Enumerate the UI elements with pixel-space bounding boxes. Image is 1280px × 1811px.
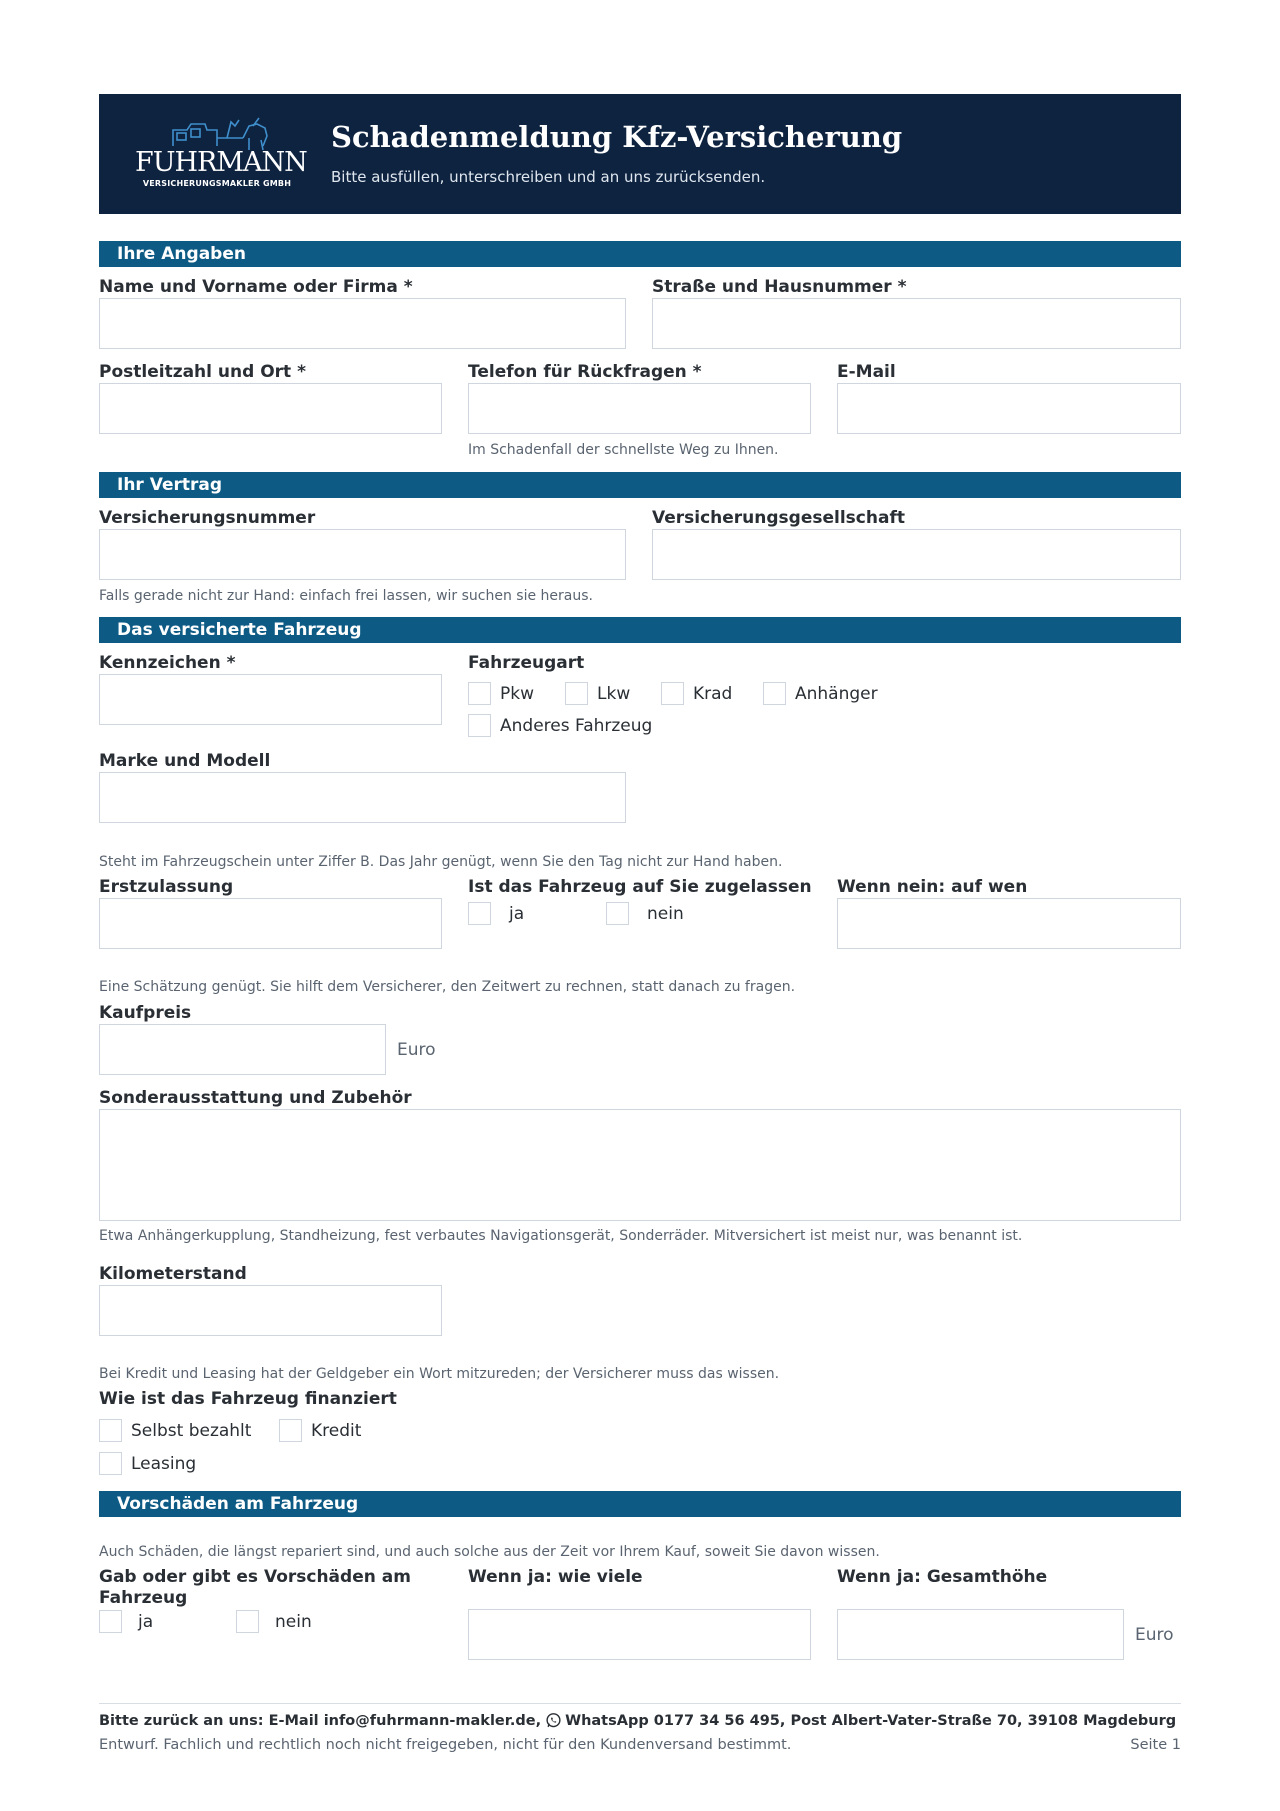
checkbox[interactable] xyxy=(661,682,684,705)
make-model-label: Marke und Modell xyxy=(99,751,271,771)
insurer-label: Versicherungsgesellschaft xyxy=(652,508,905,528)
vehicle-type-option-other[interactable]: Anderes Fahrzeug xyxy=(468,714,652,737)
phone-hint: Im Schadenfall der schnellste Weg zu Ihnen. xyxy=(468,442,779,458)
name-field[interactable] xyxy=(99,298,626,349)
prior-damage-total-unit: Euro xyxy=(1135,1625,1174,1645)
registered-option-no[interactable]: nein xyxy=(606,902,684,925)
page-title: Schadenmeldung Kfz-Versicherung xyxy=(331,120,903,154)
special-equipment-label: Sonderausstattung und Zubehör xyxy=(99,1088,412,1108)
license-plate-field[interactable] xyxy=(99,674,442,725)
license-plate-label: Kennzeichen * xyxy=(99,653,236,673)
company-logo xyxy=(135,116,307,192)
footer-divider xyxy=(99,1703,1181,1704)
registered-to-you-label: Ist das Fahrzeug auf Sie zugelassen xyxy=(468,877,812,897)
checkbox[interactable] xyxy=(763,682,786,705)
logo-wordmark: FUHRMANN xyxy=(135,147,307,178)
name-label: Name und Vorname oder Firma * xyxy=(99,277,413,297)
email-label: E-Mail xyxy=(837,362,896,382)
vehicle-type-label: Fahrzeugart xyxy=(468,653,585,673)
section-fahrzeug: Das versicherte Fahrzeug xyxy=(99,617,1181,643)
special-equipment-hint: Etwa Anhängerkupplung, Standheizung, fest verbautes Navigationsgerät, Sonderräder. Mitversichert ist meist nur, was benannt ist. xyxy=(99,1228,1023,1244)
purchase-price-hint: Eine Schätzung genügt. Sie hilft dem Versicherer, den Zeitwert zu rechnen, statt danach zu fragen. xyxy=(99,979,796,995)
vehicle-type-option-krad[interactable]: Krad xyxy=(661,682,732,705)
purchase-price-unit: Euro xyxy=(397,1040,436,1060)
checkbox[interactable] xyxy=(279,1419,302,1442)
prior-damage-option-yes[interactable]: ja xyxy=(99,1610,153,1633)
postal-city-label: Postleitzahl und Ort * xyxy=(99,362,306,382)
vehicle-type-option-lkw[interactable]: Lkw xyxy=(565,682,630,705)
policy-number-field[interactable] xyxy=(99,529,626,580)
vehicle-type-option-anhaenger[interactable]: Anhänger xyxy=(763,682,878,705)
phone-label: Telefon für Rückfragen * xyxy=(468,362,702,382)
prior-damage-total-label: Wenn ja: Gesamthöhe xyxy=(837,1567,1048,1587)
first-registration-field[interactable] xyxy=(99,898,442,949)
postal-city-field[interactable] xyxy=(99,383,442,434)
first-registration-hint: Steht im Fahrzeugschein unter Ziffer B. Das Jahr genügt, wenn Sie den Tag nicht zur Hand haben. xyxy=(99,854,783,870)
footer-draft-note: Entwurf. Fachlich und rechtlich noch nicht freigegeben, nicht für den Kundenversand bestimmt. xyxy=(99,1737,792,1753)
prior-damage-hint: Auch Schäden, die längst repariert sind, und auch solche aus der Zeit vor Ihrem Kauf, soweit Sie davon wissen. xyxy=(99,1544,880,1560)
mileage-label: Kilometerstand xyxy=(99,1264,247,1284)
checkbox[interactable] xyxy=(99,1452,122,1475)
checkbox[interactable] xyxy=(468,902,491,925)
phone-field[interactable] xyxy=(468,383,811,434)
section-ihre-angaben: Ihre Angaben xyxy=(99,241,1181,267)
financing-option-leasing[interactable]: Leasing xyxy=(99,1452,196,1475)
whatsapp-icon xyxy=(545,1712,562,1729)
financing-label: Wie ist das Fahrzeug finanziert xyxy=(99,1389,397,1409)
special-equipment-textarea[interactable] xyxy=(99,1109,1181,1221)
financing-option-self-paid[interactable]: Selbst bezahlt xyxy=(99,1419,251,1442)
mileage-field[interactable] xyxy=(99,1285,442,1336)
checkbox[interactable] xyxy=(236,1610,259,1633)
insurer-field[interactable] xyxy=(652,529,1181,580)
purchase-price-label: Kaufpreis xyxy=(99,1003,192,1023)
first-registration-label: Erstzulassung xyxy=(99,877,234,897)
make-model-field[interactable] xyxy=(99,772,626,823)
page-subtitle: Bitte ausfüllen, unterschreiben und an uns zurücksenden. xyxy=(331,168,766,186)
email-field[interactable] xyxy=(837,383,1181,434)
checkbox[interactable] xyxy=(565,682,588,705)
logo-tagline: VERSICHERUNGSMAKLER GMBH xyxy=(142,179,292,188)
prior-damage-option-no[interactable]: nein xyxy=(236,1610,312,1633)
footer-contact xyxy=(99,1712,1176,1729)
checkbox[interactable] xyxy=(99,1419,122,1442)
street-field[interactable] xyxy=(652,298,1181,349)
financing-hint: Bei Kredit und Leasing hat der Geldgeber ein Wort mitzureden; der Versicherer muss das wissen. xyxy=(99,1366,780,1382)
contract-hint: Falls gerade nicht zur Hand: einfach frei lassen, wir suchen sie heraus. xyxy=(99,588,593,604)
purchase-price-field[interactable] xyxy=(99,1024,386,1075)
footer-contact-whatsapp-post: WhatsApp 0177 34 56 495, Post Albert-Vater-Straße 70, 39108 Magdeburg xyxy=(565,1712,1177,1729)
section-vorschaeden: Vorschäden am Fahrzeug xyxy=(99,1491,1181,1517)
prior-damage-question-line2: Fahrzeug xyxy=(99,1588,188,1608)
registered-owner-field[interactable] xyxy=(837,898,1181,949)
policy-number-label: Versicherungsnummer xyxy=(99,508,316,528)
checkbox[interactable] xyxy=(468,682,491,705)
prior-damage-total-field[interactable] xyxy=(837,1609,1124,1660)
registered-option-yes[interactable]: ja xyxy=(468,902,524,925)
street-label: Straße und Hausnummer * xyxy=(652,277,907,297)
registered-owner-label: Wenn nein: auf wen xyxy=(837,877,1028,897)
vehicle-type-option-pkw[interactable]: Pkw xyxy=(468,682,534,705)
financing-option-credit[interactable]: Kredit xyxy=(279,1419,361,1442)
page-number: Seite 1 xyxy=(1130,1737,1181,1753)
form-header xyxy=(99,94,1181,214)
footer-contact-email: Bitte zurück an uns: E-Mail info@fuhrmann-makler.de, xyxy=(99,1712,542,1729)
checkbox[interactable] xyxy=(606,902,629,925)
prior-damage-count-field[interactable] xyxy=(468,1609,811,1660)
prior-damage-count-label: Wenn ja: wie viele xyxy=(468,1567,643,1587)
prior-damage-question-line1: Gab oder gibt es Vorschäden am xyxy=(99,1567,411,1587)
checkbox[interactable] xyxy=(99,1610,122,1633)
section-ihr-vertrag: Ihr Vertrag xyxy=(99,472,1181,498)
checkbox[interactable] xyxy=(468,714,491,737)
